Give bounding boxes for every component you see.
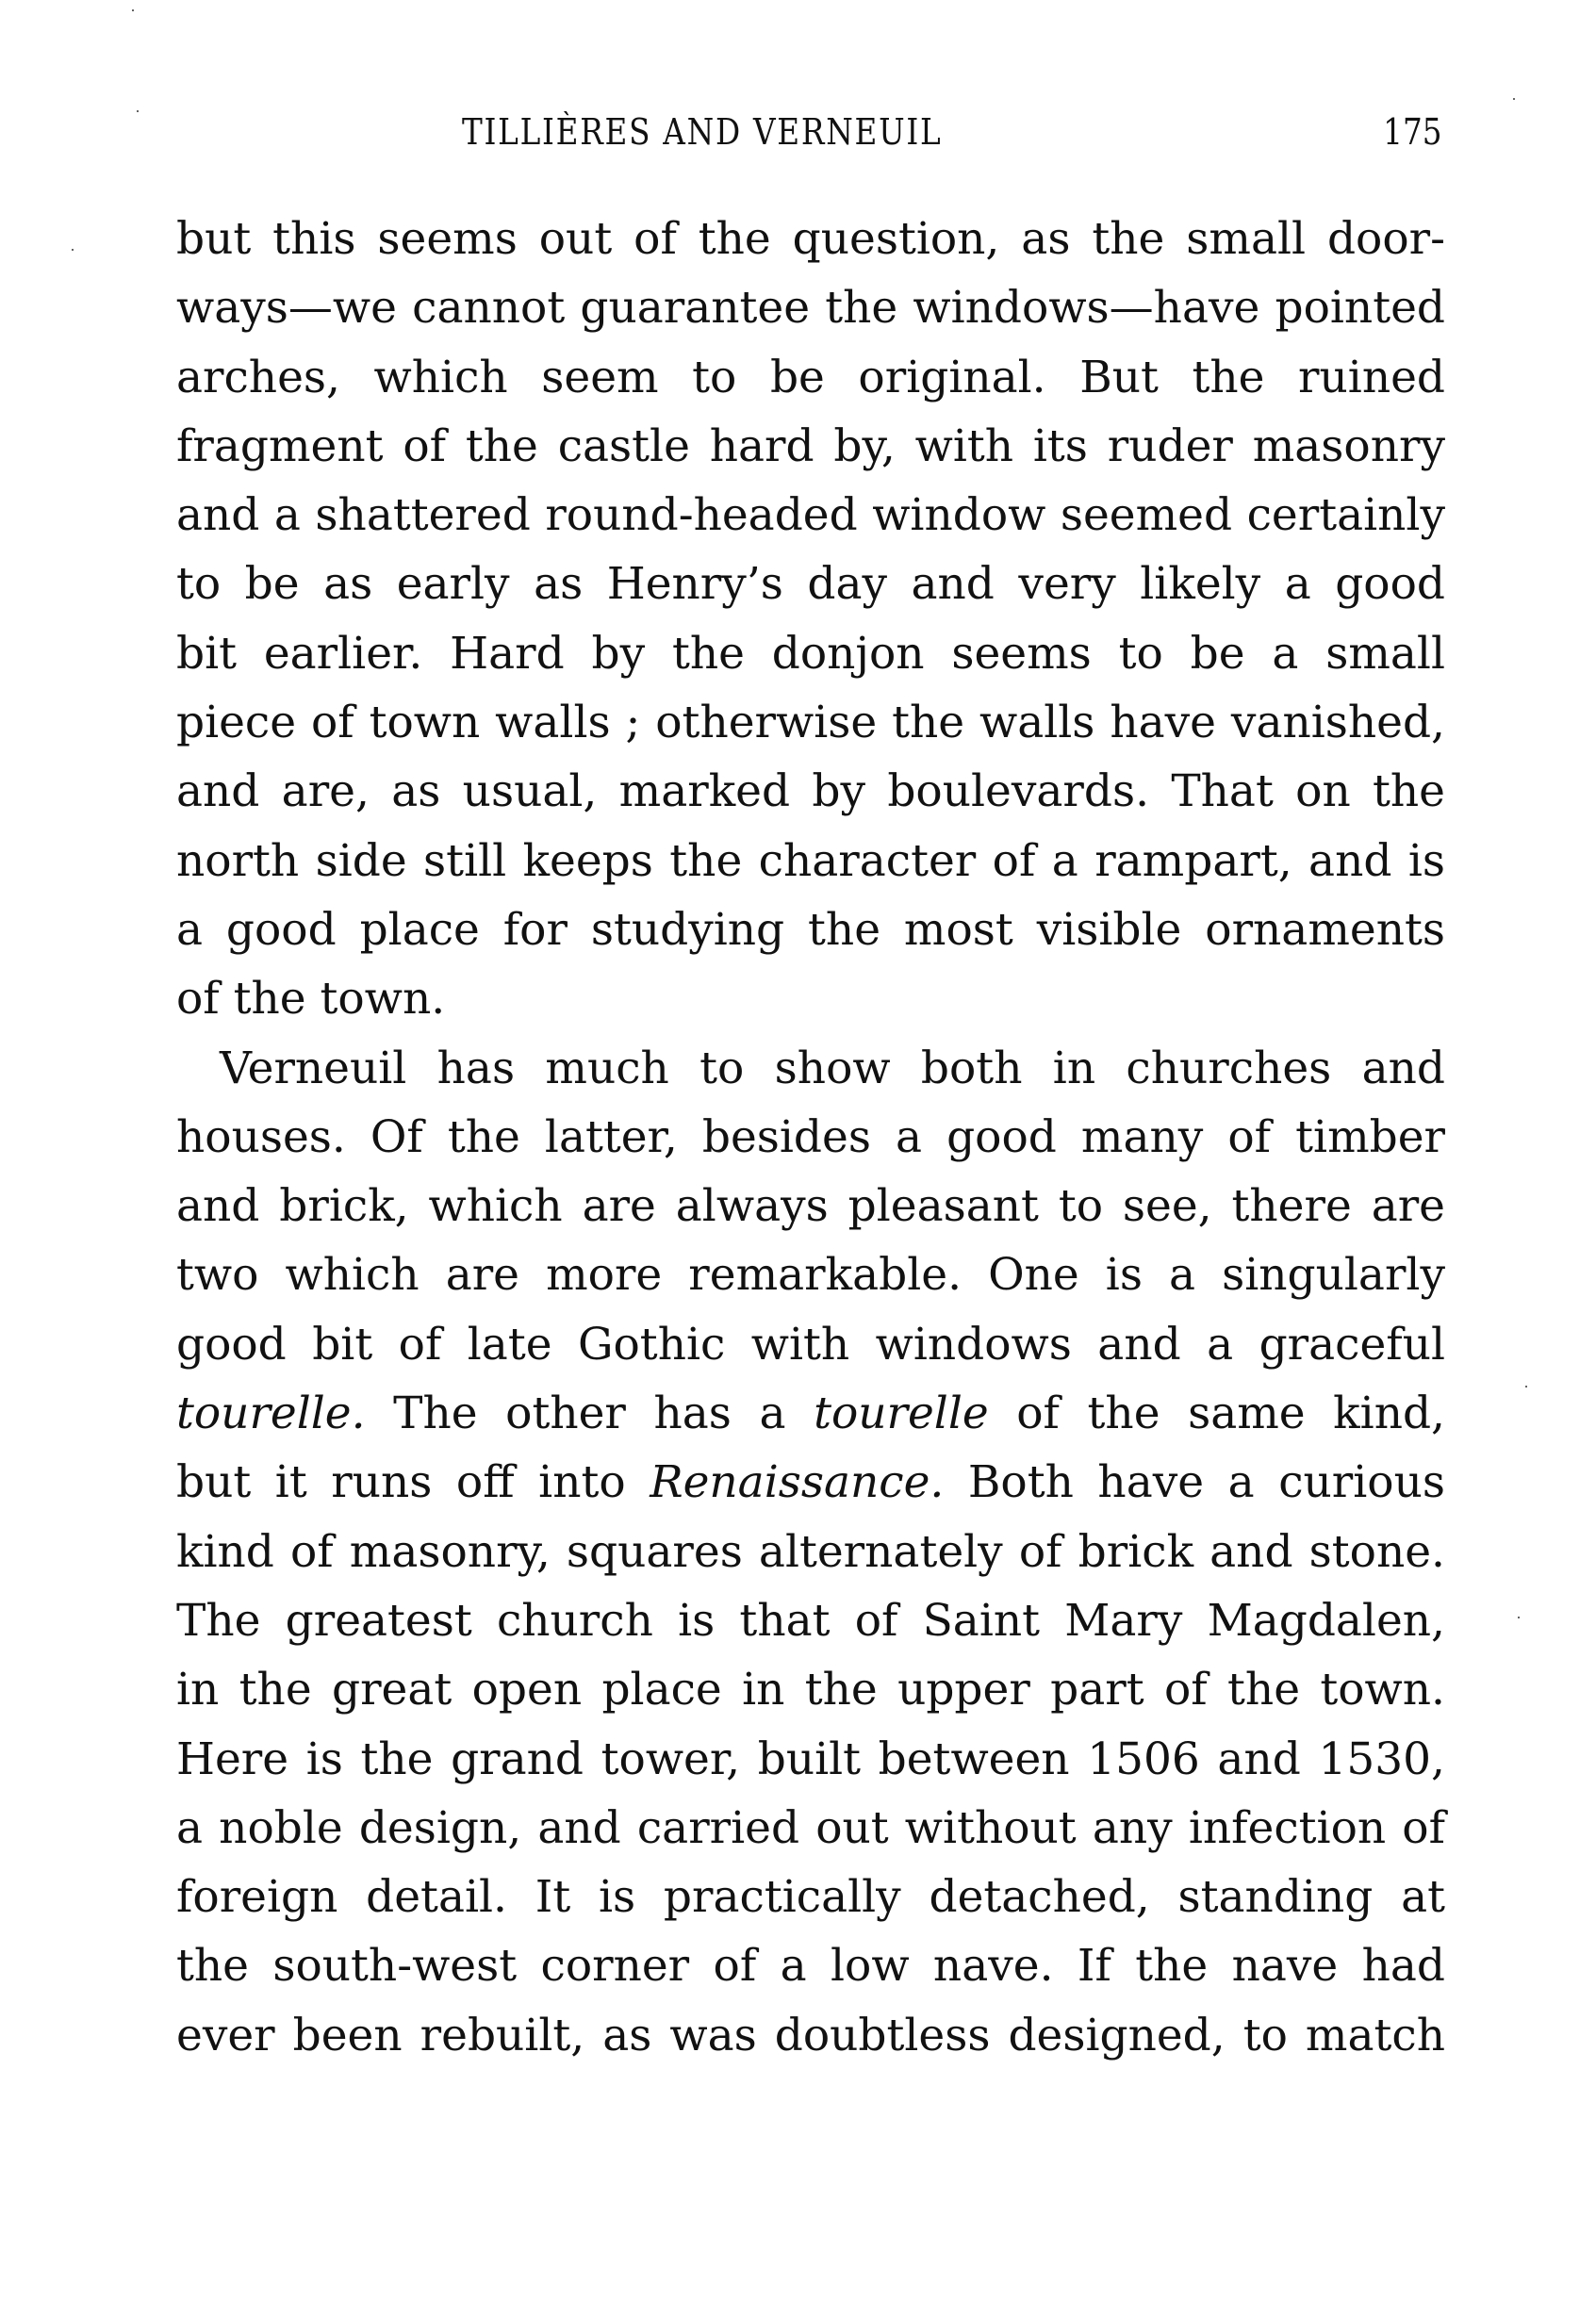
text-line: and brick, which are always pleasant to see, there are <box>176 1180 1445 1233</box>
text-line: foreign detail. It is practically detached, standing at <box>176 1871 1445 1924</box>
text-line: and are, as usual, marked by boulevards. That on the <box>176 765 1445 818</box>
text-line: a good place for studying the most visible ornaments <box>176 903 1445 956</box>
text-line-with-italics <box>176 1453 1445 1521</box>
text-run: The other has a <box>365 1388 814 1440</box>
scan-speck <box>132 9 134 11</box>
running-head <box>462 111 1442 158</box>
text-run: Both have a curious <box>944 1456 1445 1509</box>
text-line: arches, which seem to be original. But the ruined <box>176 351 1445 403</box>
text-line: the south-west corner of a low nave. If the nave had <box>176 1940 1445 1993</box>
text-line: bit earlier. Hard by the donjon seems to be a small <box>176 627 1445 680</box>
text-line: north side still keeps the character of a rampart, and is <box>176 834 1445 887</box>
text-line: The greatest church is that of Saint Mary Magdalen, <box>176 1594 1445 1647</box>
scan-speck <box>1518 1617 1520 1618</box>
body-text <box>176 209 1445 2075</box>
scan-speck <box>1513 98 1515 100</box>
text-line: and a shattered round-headed window seemed certainly <box>176 489 1445 542</box>
running-title: TILLIÈRES AND VERNEUIL <box>462 111 943 153</box>
text-line: houses. Of the latter, besides a good many of timber <box>176 1110 1445 1163</box>
paragraph-start-line: Verneuil has much to show both in churches and <box>220 1042 1445 1094</box>
scan-speck <box>72 249 74 251</box>
text-line: ways—we cannot guarantee the windows—have pointed <box>176 282 1445 335</box>
text-line-with-italics <box>176 1384 1445 1453</box>
italic-term: Renaissance. <box>650 1456 945 1509</box>
text-line: kind of masonry, squares alternately of brick and stone. <box>176 1525 1445 1578</box>
text-line: ever been rebuilt, as was doubtless designed, to match <box>176 2009 1445 2061</box>
italic-term: tourelle <box>814 1388 989 1440</box>
text-line: a noble design, and carried out without any infection of <box>176 1801 1445 1854</box>
text-run: but it runs off into <box>176 1456 650 1509</box>
text-line: Here is the grand tower, built between 1506 and 1530, <box>176 1732 1445 1785</box>
italic-term: tourelle. <box>176 1388 366 1440</box>
text-run: of the same kind, <box>988 1388 1445 1440</box>
text-line: two which are more remarkable. One is a singularly <box>176 1249 1445 1302</box>
text-line: to be as early as Henry’s day and very likely a good <box>176 558 1445 611</box>
text-line: fragment of the castle hard by, with its ruder masonry <box>176 419 1445 472</box>
paragraph-end-line: of the town. <box>176 973 446 1026</box>
scan-speck <box>1525 1386 1527 1388</box>
text-line: good bit of late Gothic with windows and a graceful <box>176 1318 1445 1371</box>
text-line: piece of town walls ; otherwise the walls have vanished, <box>176 697 1445 749</box>
text-line: but this seems out of the question, as the small door- <box>176 213 1445 265</box>
page-number: 175 <box>1383 111 1442 153</box>
text-line: in the great open place in the upper part of the town. <box>176 1664 1445 1716</box>
scan-speck <box>137 110 139 112</box>
